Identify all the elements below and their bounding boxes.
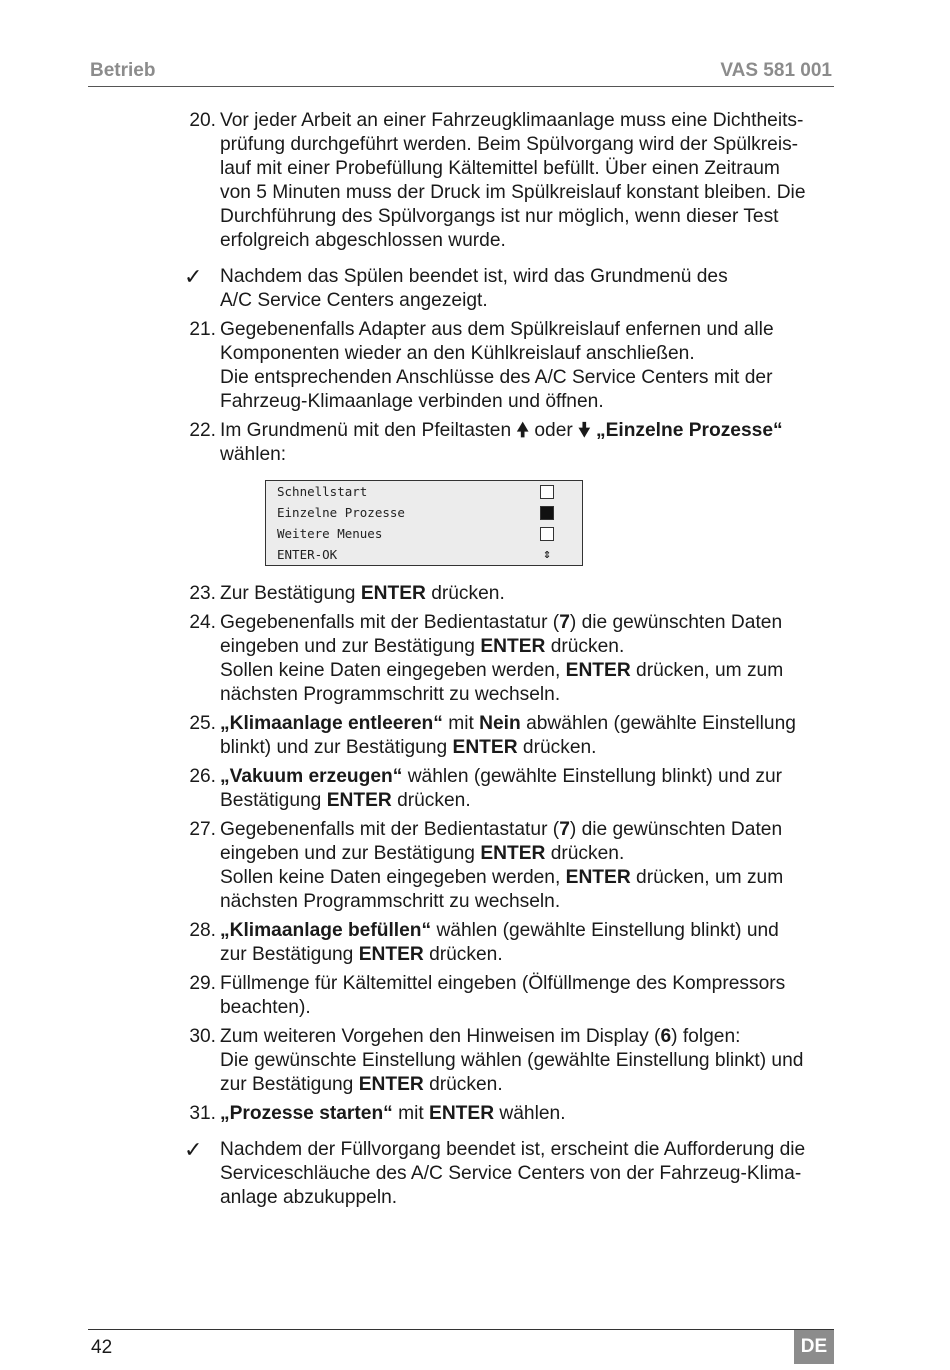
result-note-2: [180, 1138, 840, 1210]
step-text: Fahrzeug-Klimaanlage verbinden und öffnen.: [220, 391, 604, 412]
note-text: Nachdem der Füllvorgang beendet ist, erscheint die Aufforderung die: [220, 1139, 806, 1160]
step-number: 28.: [189, 920, 216, 941]
step-number: 22.: [189, 420, 216, 441]
lcd-display: [265, 480, 583, 566]
text-fragment: Sollen keine Daten eingegeben werden,: [220, 660, 561, 681]
step-text: Gegebenenfalls Adapter aus dem Spülkreislauf enfernen und alle: [220, 319, 774, 340]
step-text: [220, 736, 840, 760]
note-text: Nachdem das Spülen beendet ist, wird das Grundmenü des: [220, 266, 728, 287]
note-text: Serviceschläuche des A/C Service Centers von der Fahrzeug-Klima-: [220, 1163, 802, 1184]
arrow-up-icon: 🠝: [516, 420, 530, 441]
step-text: [220, 789, 840, 813]
step-text: von 5 Minuten muss der Druck im Spülkreislauf konstant bleiben. Die: [220, 182, 806, 203]
step-28: [180, 919, 840, 967]
text-fragment: drücken.: [522, 737, 597, 758]
step-26: [180, 765, 840, 813]
step-text: prüfung durchgeführt werden. Beim Spülvorgang wird der Spülkreis-: [220, 134, 799, 155]
display-row-label: ENTER-OK: [277, 547, 338, 562]
step-number: 24.: [189, 612, 216, 633]
key-label: ENTER: [358, 944, 424, 965]
key-label: ENTER: [452, 737, 518, 758]
text-fragment: abwählen (gewählte Einstellung: [526, 713, 796, 734]
step-31: [180, 1102, 840, 1126]
step-21: [180, 318, 840, 414]
step-text: [220, 1102, 840, 1126]
step-27: [180, 818, 840, 914]
option-value: Nein: [479, 713, 521, 734]
header-section: Betrieb: [90, 60, 156, 81]
text-fragment: drücken.: [397, 790, 471, 811]
page-number: 42: [91, 1337, 113, 1358]
text-fragment: Zur Bestätigung: [220, 583, 356, 604]
step-text: [220, 765, 840, 789]
up-down-arrow-icon: ⇕: [543, 547, 551, 562]
step-text: Die gewünschte Einstellung wählen (gewählte Einstellung blinkt) und: [220, 1050, 804, 1071]
key-label: ENTER: [480, 843, 546, 864]
display-row: [277, 523, 562, 544]
text-fragment: zur Bestätigung: [220, 944, 354, 965]
step-number: 29.: [189, 973, 216, 994]
text-fragment: drücken.: [429, 1074, 503, 1095]
arrow-down-icon: 🠟: [578, 420, 591, 441]
step-text: nächsten Programmschritt zu wechseln.: [220, 684, 561, 705]
step-text: [220, 659, 840, 683]
text-fragment: drücken.: [550, 843, 625, 864]
empty-checkbox-icon: [540, 527, 554, 541]
display-row-label: Weitere Menues: [277, 526, 383, 541]
page-footer: [88, 1329, 834, 1358]
menu-option-name: „Klimaanlage entleeren“: [220, 713, 443, 734]
display-row: [277, 544, 562, 565]
step-number: 21.: [189, 319, 216, 340]
text-fragment: blinkt) und zur Bestätigung: [220, 737, 448, 758]
step-number: 20.: [189, 110, 216, 131]
text-fragment: mit: [448, 713, 474, 734]
step-23: [180, 582, 840, 606]
step-29: [180, 972, 840, 1020]
menu-option-name: „Vakuum erzeugen“: [220, 766, 403, 787]
text-fragment: oder: [534, 420, 573, 441]
text-fragment: eingeben und zur Bestätigung: [220, 843, 475, 864]
menu-option-name: „Klimaanlage befüllen“: [220, 920, 432, 941]
key-label: ENTER: [565, 867, 631, 888]
step-number: 23.: [189, 583, 216, 604]
instruction-list: [180, 109, 840, 1215]
empty-checkbox-icon: [540, 485, 554, 499]
page-header: [88, 60, 834, 87]
step-text: [220, 712, 840, 736]
text-fragment: Gegebenenfalls mit der Bedientastatur (: [220, 819, 560, 840]
step-text: [220, 582, 840, 606]
text-fragment: drücken, um zum: [636, 867, 784, 888]
step-text: wählen:: [220, 444, 287, 465]
step-30: [180, 1025, 840, 1097]
step-text: Füllmenge für Kältemittel eingeben (Ölfüllmenge des Kompressors: [220, 973, 786, 994]
step-text: Durchführung des Spülvorgangs ist nur möglich, wenn dieser Test: [220, 206, 779, 227]
text-fragment: ) die gewünschten Daten: [569, 612, 783, 633]
step-text: [220, 818, 840, 842]
checkmark-icon: ✓: [184, 1137, 203, 1162]
step-number: 27.: [189, 819, 216, 840]
filled-checkbox-icon: [540, 506, 554, 520]
step-number: 31.: [189, 1103, 216, 1124]
text-fragment: ) folgen:: [671, 1026, 741, 1047]
display-row: [277, 481, 562, 502]
step-text: Die entsprechenden Anschlüsse des A/C Service Centers mit der: [220, 367, 773, 388]
text-fragment: eingeben und zur Bestätigung: [220, 636, 475, 657]
step-20: [180, 109, 840, 253]
step-text: Vor jeder Arbeit an einer Fahrzeugklimaanlage muss eine Dichtheits-: [220, 110, 804, 131]
key-label: ENTER: [326, 790, 392, 811]
text-fragment: Im Grundmenü mit den Pfeiltasten: [220, 420, 512, 441]
language-badge: DE: [794, 1330, 834, 1364]
text-fragment: drücken.: [431, 583, 505, 604]
step-text: erfolgreich abgeschlossen wurde.: [220, 230, 506, 251]
step-text: [220, 919, 840, 943]
step-number: 25.: [189, 713, 216, 734]
display-row-label: Einzelne Prozesse: [277, 505, 405, 520]
menu-option-name: „Prozesse starten“: [220, 1103, 393, 1124]
step-text: [220, 611, 840, 635]
checkmark-icon: ✓: [184, 264, 203, 289]
text-fragment: drücken.: [550, 636, 625, 657]
step-text: lauf mit einer Probefüllung Kältemittel befüllt. Über einen Zeitraum: [220, 158, 780, 179]
text-fragment: wählen (gewählte Einstellung blinkt) und: [436, 920, 779, 941]
reference-number: 6: [660, 1026, 672, 1047]
display-row-selected: [277, 502, 562, 523]
text-fragment: Bestätigung: [220, 790, 322, 811]
note-text: anlage abzukuppeln.: [220, 1187, 398, 1208]
key-label: ENTER: [358, 1074, 424, 1095]
reference-number: 7: [559, 819, 570, 840]
reference-number: 7: [559, 612, 570, 633]
text-fragment: drücken.: [429, 944, 503, 965]
step-text: [220, 866, 840, 890]
display-row-label: Schnellstart: [277, 484, 368, 499]
step-number: 30.: [189, 1026, 216, 1047]
step-text: [220, 635, 840, 659]
menu-option-name: „Einzelne Prozesse“: [595, 420, 783, 441]
step-text: Komponenten wieder an den Kühlkreislauf anschließen.: [220, 343, 695, 364]
step-text: [220, 943, 840, 967]
note-text: A/C Service Centers angezeigt.: [220, 290, 488, 311]
result-note-1: [180, 265, 840, 313]
step-text: [220, 1073, 840, 1097]
text-fragment: wählen (gewählte Einstellung blinkt) und zur: [407, 766, 783, 787]
step-24: [180, 611, 840, 707]
step-text: nächsten Programmschritt zu wechseln.: [220, 891, 561, 912]
step-text: [220, 419, 840, 443]
text-fragment: drücken, um zum: [636, 660, 784, 681]
text-fragment: Gegebenenfalls mit der Bedientastatur (: [220, 612, 560, 633]
step-number: 26.: [189, 766, 216, 787]
text-fragment: ) die gewünschten Daten: [569, 819, 783, 840]
header-model: VAS 581 001: [720, 60, 832, 81]
key-label: ENTER: [480, 636, 546, 657]
key-label: ENTER: [429, 1103, 495, 1124]
text-fragment: Sollen keine Daten eingegeben werden,: [220, 867, 561, 888]
step-text: beachten).: [220, 997, 311, 1018]
step-25: [180, 712, 840, 760]
step-text: [220, 842, 840, 866]
text-fragment: zur Bestätigung: [220, 1074, 354, 1095]
text-fragment: wählen.: [499, 1103, 566, 1124]
key-label: ENTER: [565, 660, 631, 681]
step-text: [220, 1025, 840, 1049]
key-label: ENTER: [360, 583, 426, 604]
step-22: [180, 419, 840, 467]
text-fragment: mit: [398, 1103, 424, 1124]
text-fragment: Zum weiteren Vorgehen den Hinweisen im Display (: [220, 1026, 661, 1047]
